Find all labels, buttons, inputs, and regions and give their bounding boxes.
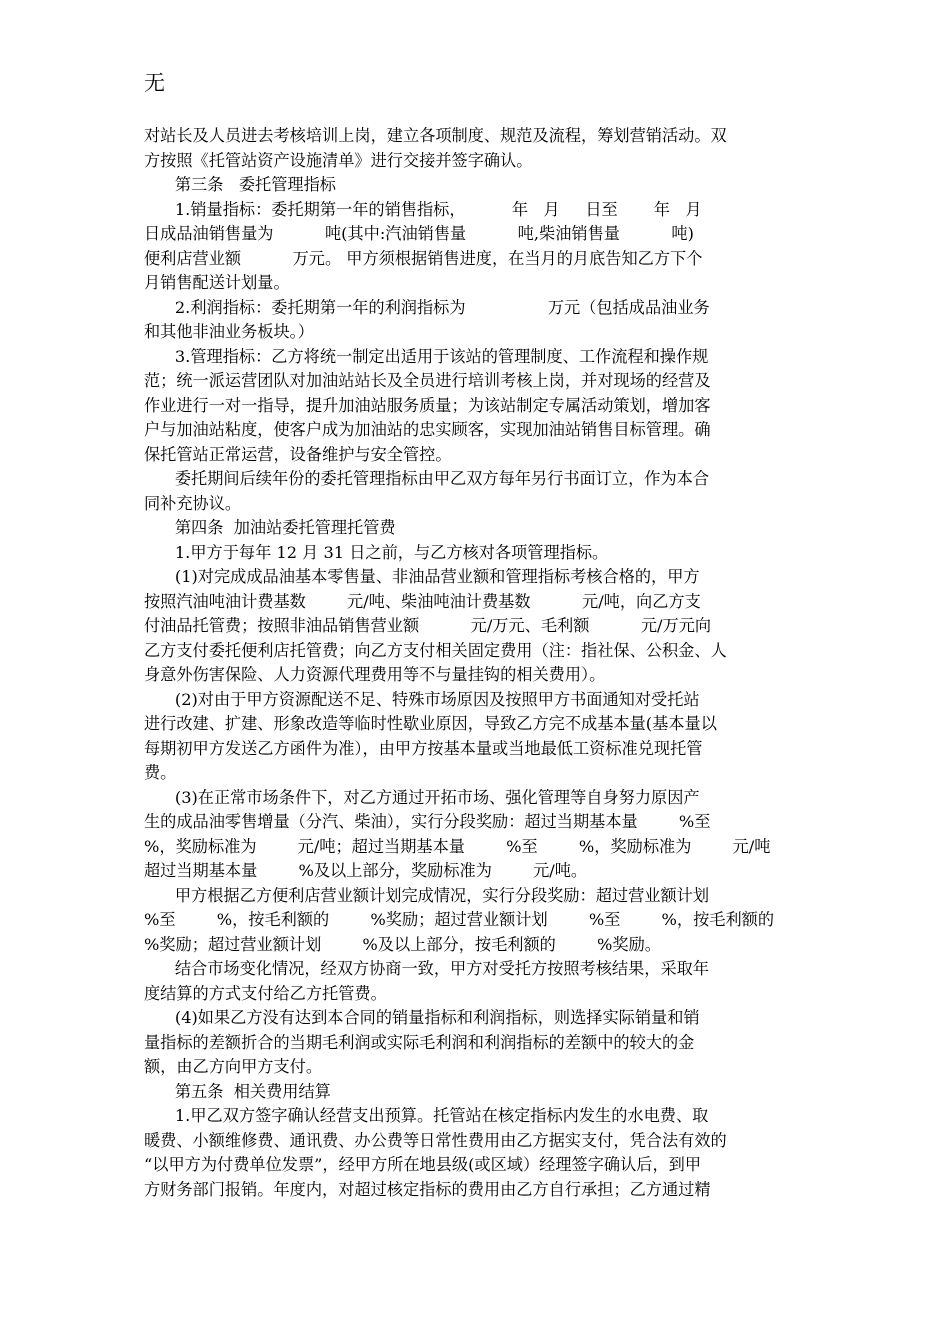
text-line: 同补充协议。	[144, 493, 242, 513]
text-line: %奖励；超过营业额计划 %及以上部分，按毛利额的 %奖励。	[144, 934, 661, 954]
document-body	[144, 124, 812, 1202]
text-line: 第四条 加油站委托管理托管费	[144, 518, 396, 537]
text-line: 作业进行一对一指导，提升加油站服务质量；为该站制定专属活动策划，增加客	[144, 395, 711, 415]
text-line: 方财务部门报销。年度内，对超过核定指标的费用由乙方自行承担；乙方通过精	[144, 1179, 711, 1199]
text-line: 1.甲乙双方签字确认经营支出预算。托管站在核定指标内发生的水电费、取	[144, 1106, 709, 1125]
text-line: 每期初甲方发送乙方函件为准），由甲方按基本量或当地最低工资标准兑现托管	[144, 738, 703, 758]
text-line: 2.利润指标：委托期第一年的利润指标为 万元（包括成品油业务	[144, 297, 710, 317]
text-line: 便利店营业额 万元。 甲方须根据销售进度，在当月的月底告知乙方下个	[144, 248, 703, 268]
text-line: 暖费、小额维修费、通讯费、办公费等日常性费用由乙方据实支付，凭合法有效的	[144, 1130, 727, 1150]
text-line: 生的成品油零售增量（分汽、柴油），实行分段奖励：超过当期基本量 %至	[144, 812, 711, 831]
text-line: 方按照《托管站资产设施清单》进行交接并签字确认。	[144, 150, 533, 170]
text-line: %至 %，按毛利额的 %奖励；超过营业额计划 %至 %，按毛利额的	[144, 910, 775, 929]
text-line: 付油品托管费；按照非油品销售营业额 元/万元、毛利额 元/万元向	[144, 616, 712, 635]
text-line: 1.甲方于每年 12 月 31 日之前，与乙方核对各项管理指标。	[144, 542, 609, 562]
text-line: 月销售配送计划量。	[144, 273, 290, 292]
text-line: 乙方支付委托便利店托管费；向乙方支付相关固定费用（注：指社保、公积金、人	[144, 640, 727, 660]
text-line: 甲方根据乙方便利店营业额计划完成情况，实行分段奖励：超过营业额计划	[144, 885, 710, 905]
text-line: 额，由乙方向甲方支付。	[144, 1057, 323, 1076]
text-line: 1.销量指标：委托期第一年的销售指标， 年 月 日至 年 月	[144, 199, 702, 219]
text-line: 度结算的方式支付给乙方托管费。	[144, 983, 387, 1003]
text-line: 结合市场变化情况，经双方协商一致，甲方对受托方按照考核结果，采取年	[144, 959, 710, 978]
text-line: 量指标的差额折合的当期毛利润或实际毛利润和利润指标的差额中的较大的金	[144, 1032, 695, 1052]
text-line: “以甲方为付费单位发票”，经甲方所在地县级(或区域）经理签字确认后，到甲	[144, 1155, 702, 1174]
text-line: (4)如果乙方没有达到本合同的销量指标和利润指标，则选择实际销量和销	[144, 1008, 700, 1027]
text-line: 第三条 委托管理指标	[144, 175, 336, 194]
text-line: 对站长及人员进去考核培训上岗，建立各项制度、规范及流程，筹划营销活动。双	[144, 126, 727, 145]
text-line: 和其他非油业务板块。）	[144, 322, 314, 341]
text-line: 保托管站正常运营，设备维护与安全管控。	[144, 444, 452, 464]
text-line: 3.管理指标：乙方将统一制定出适用于该站的管理制度、工作流程和操作规	[144, 346, 709, 366]
text-line: 第五条 相关费用结算	[144, 1081, 331, 1101]
text-line: 费。	[144, 763, 177, 782]
text-line: 范；统一派运营团队对加油站站长及全员进行培训考核上岗，并对现场的经营及	[144, 371, 711, 390]
text-line: (2)对由于甲方资源配送不足、特殊市场原因及按照甲方书面通知对受托站	[144, 689, 700, 709]
text-line: 进行改建、扩建、形象改造等临时性歇业原因，导致乙方完不成基本量(基本量以	[144, 714, 717, 733]
text-line: 户与加油站粘度，使客户成为加油站的忠实顾客，实现加油站销售目标管理。确	[144, 420, 711, 439]
text-line: 日成品油销售量为 吨(其中:汽油销售量 吨,柴油销售量 吨)	[144, 224, 694, 243]
header-mark: 无	[144, 71, 165, 95]
text-line: 身意外伤害保险、人力资源代理费用等不与量挂钩的相关费用）。	[144, 665, 606, 684]
text-line: 委托期间后续年份的委托管理指标由甲乙双方每年另行书面订立，作为本合	[144, 469, 710, 488]
text-line: (1)对完成成品油基本零售量、非油品营业额和管理指标考核合格的，甲方	[144, 567, 700, 586]
text-line: (3)在正常市场条件下，对乙方通过开拓市场、强化管理等自身努力原因产	[144, 787, 700, 807]
text-line: 按照汽油吨油计费基数 元/吨、柴油吨油计费基数 元/吨，向乙方支	[144, 591, 701, 611]
text-line: %，奖励标准为 元/吨；超过当期基本量 %至 %，奖励标准为 元/吨	[144, 836, 771, 856]
text-line: 超过当期基本量 %及以上部分，奖励标准为 元/吨。	[144, 861, 588, 880]
